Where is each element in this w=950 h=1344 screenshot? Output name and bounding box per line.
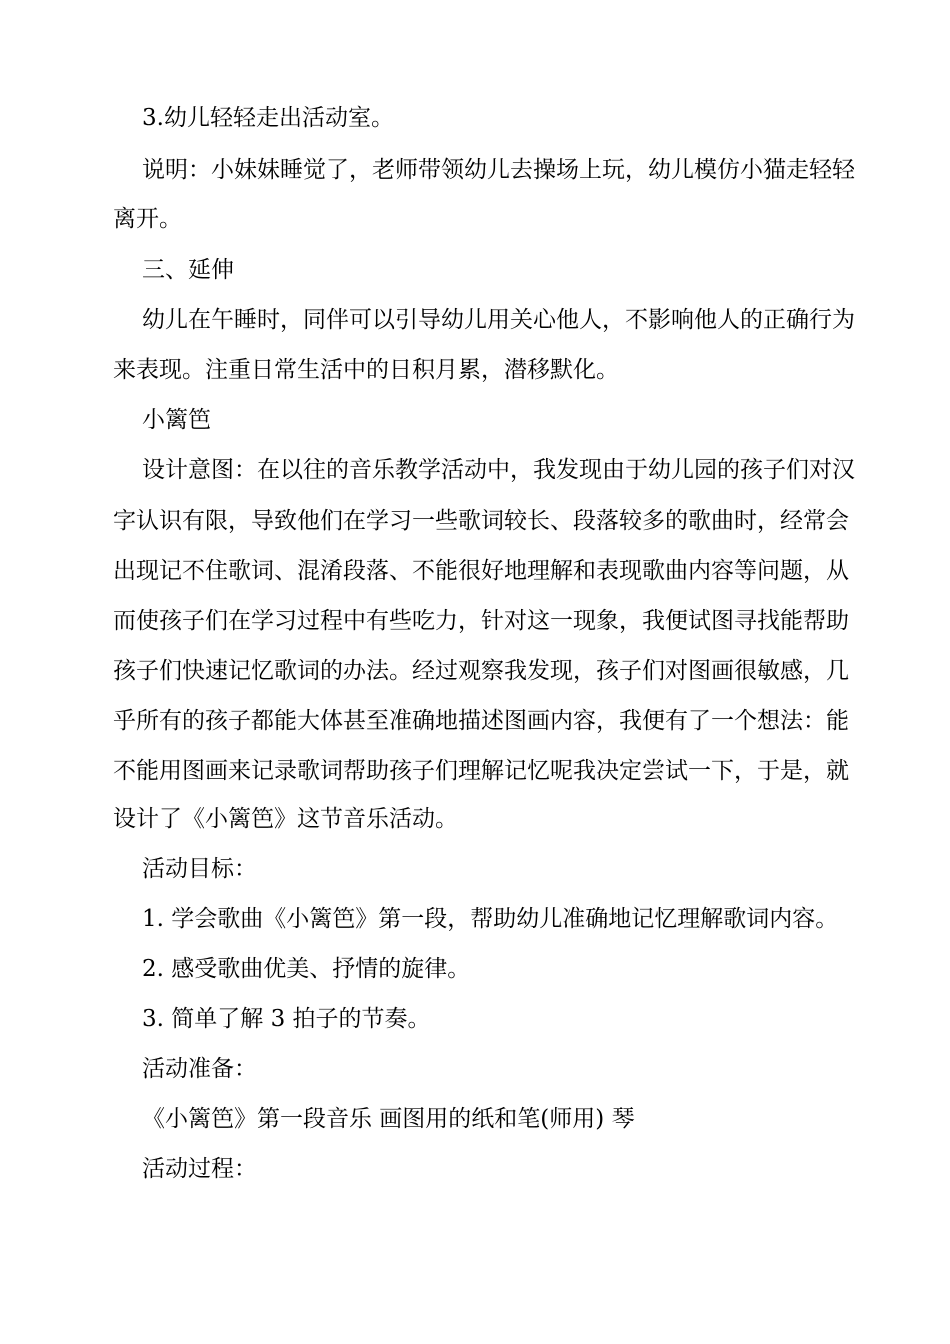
lesson-title: 小篱笆 bbox=[142, 407, 211, 433]
design-intent-line-3: 出现记不住歌词、混淆段落、不能很好地理解和表现歌曲内容等问题，从 bbox=[113, 558, 849, 584]
explanation-paragraph-line-2: 离开。 bbox=[113, 206, 182, 232]
extension-paragraph-line-1: 幼儿在午睡时，同伴可以引导幼儿用关心他人，不影响他人的正确行为 bbox=[142, 307, 855, 333]
step-3-line: 3.幼儿轻轻走出活动室。 bbox=[142, 105, 394, 131]
preparation-heading: 活动准备： bbox=[142, 1056, 257, 1082]
objective-item-1: 1. 学会歌曲《小篱笆》第一段，帮助幼儿准确地记忆理解歌词内容。 bbox=[142, 906, 839, 932]
design-intent-line-6: 乎所有的孩子都能大体甚至准确地描述图画内容，我便有了一个想法：能 bbox=[113, 708, 849, 734]
process-heading: 活动过程： bbox=[142, 1156, 257, 1182]
design-intent-line-7: 不能用图画来记录歌词帮助孩子们理解记忆呢我决定尝试一下，于是，就 bbox=[113, 758, 849, 784]
preparation-materials: 《小篱笆》第一段音乐 画图用的纸和笔(师用) 琴 bbox=[142, 1106, 635, 1132]
explanation-paragraph-line-1: 说明：小妹妹睡觉了，老师带领幼儿去操场上玩，幼儿模仿小猫走轻轻 bbox=[142, 157, 855, 183]
objectives-heading: 活动目标： bbox=[142, 856, 257, 882]
design-intent-line-2: 字认识有限，导致他们在学习一些歌词较长、段落较多的歌曲时，经常会 bbox=[113, 508, 849, 534]
section-heading-extension: 三、延伸 bbox=[142, 257, 234, 283]
objective-item-3: 3. 简单了解 3 拍子的节奏。 bbox=[142, 1006, 431, 1032]
extension-paragraph-line-2: 来表现。注重日常生活中的日积月累，潜移默化。 bbox=[113, 357, 619, 383]
objective-item-2: 2. 感受歌曲优美、抒情的旋律。 bbox=[142, 956, 471, 982]
design-intent-line-4: 而使孩子们在学习过程中有些吃力，针对这一现象，我便试图寻找能帮助 bbox=[113, 608, 849, 634]
design-intent-line-8: 设计了《小篱笆》这节音乐活动。 bbox=[113, 806, 458, 832]
design-intent-line-1: 设计意图：在以往的音乐教学活动中，我发现由于幼儿园的孩子们对汉 bbox=[142, 457, 855, 483]
design-intent-line-5: 孩子们快速记忆歌词的办法。经过观察我发现，孩子们对图画很敏感，几 bbox=[113, 658, 849, 684]
